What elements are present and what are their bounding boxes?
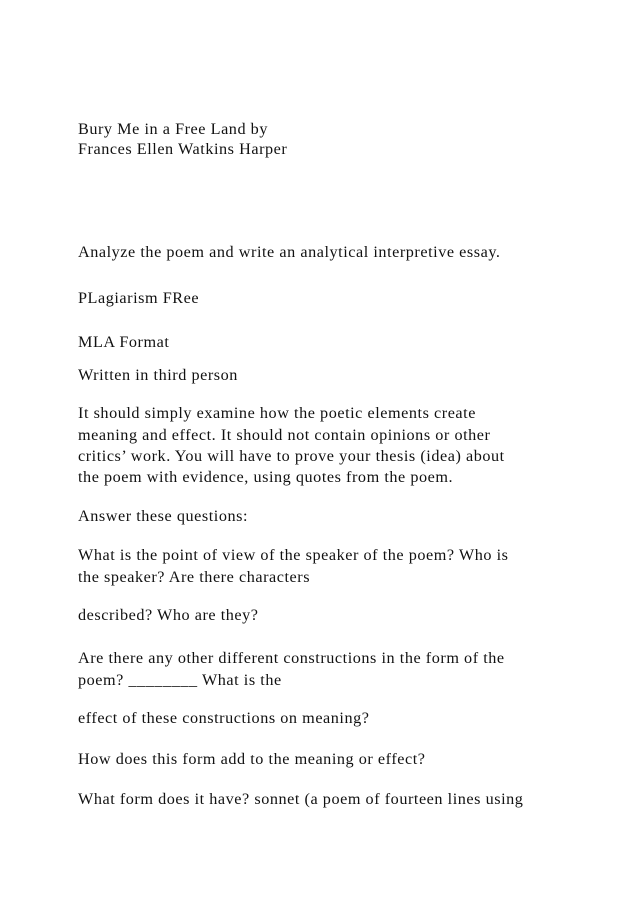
question-line: the speaker? Are there characters	[78, 568, 311, 586]
title-line-2: Frances Ellen Watkins Harper	[78, 140, 288, 158]
requirement-format: MLA Format	[78, 333, 170, 351]
question-line: What is the point of view of the speaker of the poem? Who is	[78, 546, 509, 564]
paragraph-line: meaning and effect. It should not contain opinions or other	[78, 426, 491, 444]
question-line: described? Who are they?	[78, 606, 259, 624]
paragraph-line: the poem with evidence, using quotes from the poem.	[78, 468, 454, 486]
requirement-person: Written in third person	[78, 366, 238, 384]
paragraph-line: critics’ work. You will have to prove your thesis (idea) about	[78, 447, 505, 465]
question-line: How does this form add to the meaning or effect?	[78, 750, 426, 768]
question-line: What form does it have? sonnet (a poem of fourteen lines using	[78, 790, 524, 808]
requirement-plagiarism: PLagiarism FRee	[78, 289, 200, 307]
question-line: Are there any other different constructions in the form of the	[78, 649, 505, 667]
title-line-1: Bury Me in a Free Land by	[78, 120, 268, 138]
questions-heading: Answer these questions:	[78, 507, 249, 525]
question-line: poem? ________ What is the	[78, 671, 282, 689]
question-line: effect of these constructions on meaning?	[78, 709, 370, 727]
instruction-line: Analyze the poem and write an analytical interpretive essay.	[78, 243, 501, 261]
paragraph-line: It should simply examine how the poetic elements create	[78, 404, 476, 422]
